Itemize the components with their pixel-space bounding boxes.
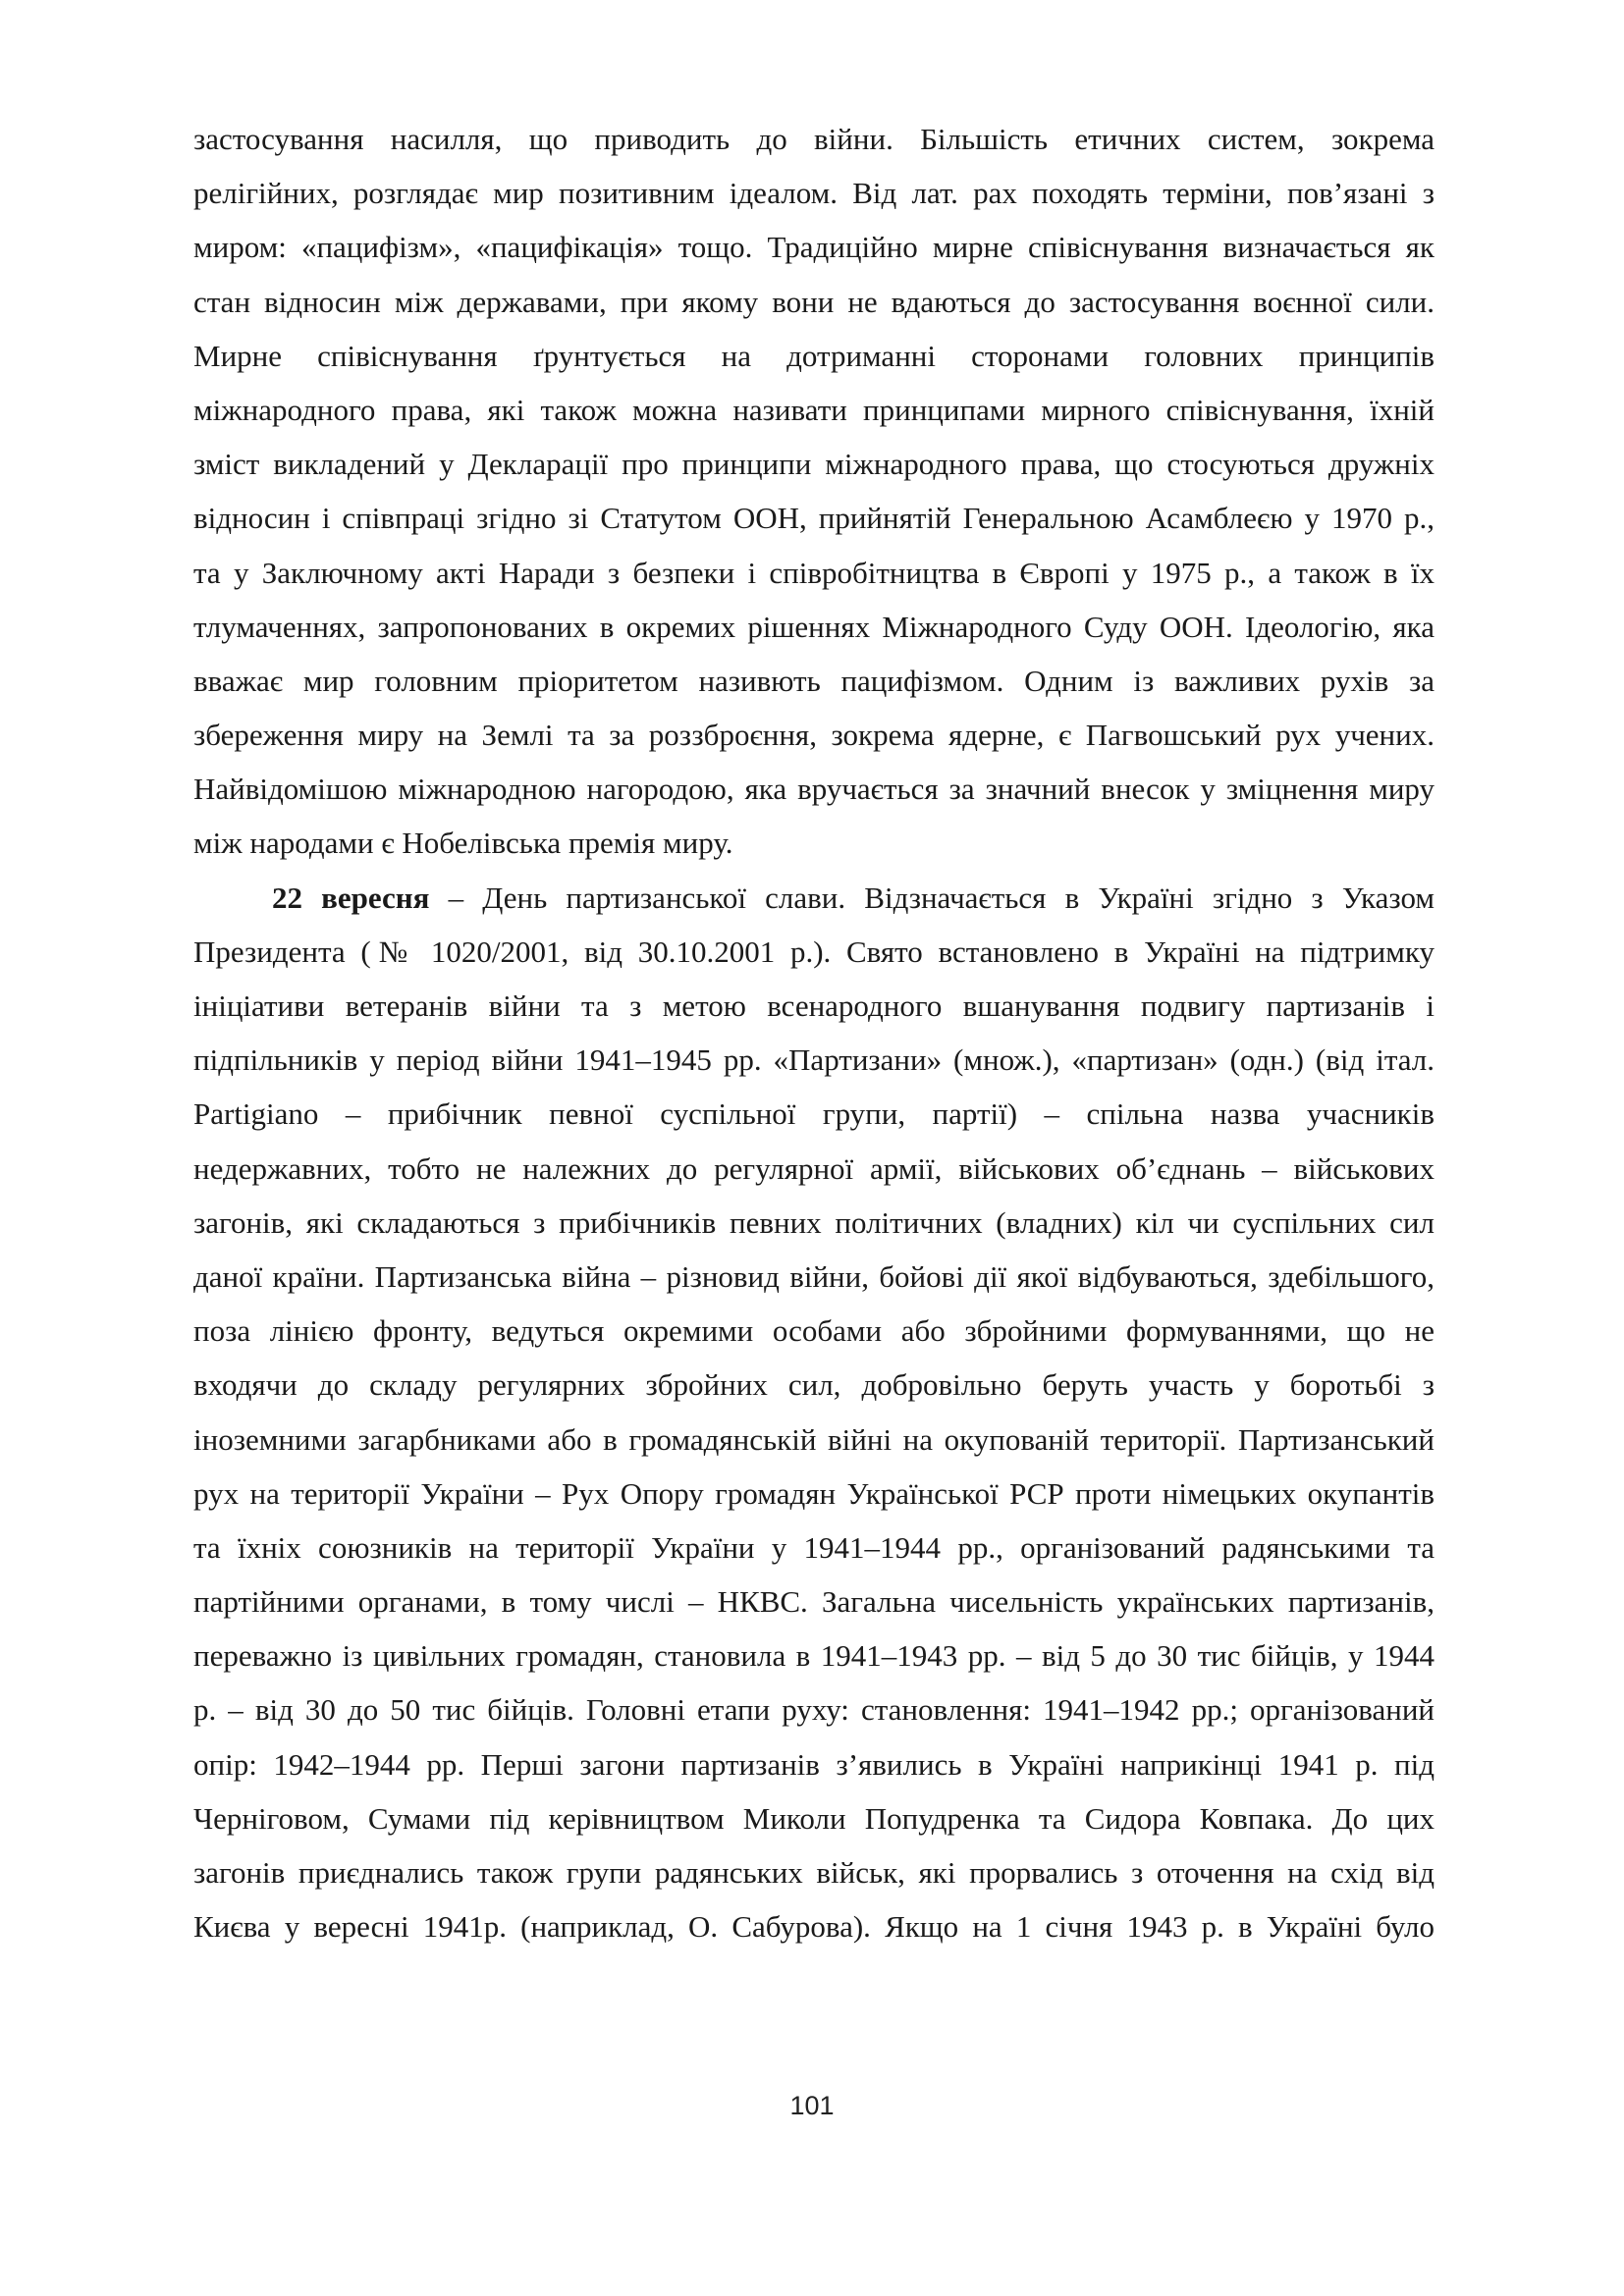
heading-continuation: – День партизанської слави. Відзначається в Україні згідно з Указом [429,880,1435,915]
paragraph-peace [193,112,1435,871]
text-line: Partigiano – прибічник певної суспільної групи, партії) – спільна назва учасників [193,1096,1435,1132]
text-line: міжнародного права, які також можна називати принципами мирного співіснування, їхній [193,392,1435,427]
text-line: даної країни. Партизанська війна – різновид війни, бойові дії якої відбуваються, здебільшого, [193,1258,1435,1294]
text-line: Найвідомішою міжнародною нагородою, яка вручається за значний внесок у зміцнення миру [193,772,1435,807]
text-line: ініціативи ветеранів війни та з метою всенародного вшанування подвигу партизанів і [193,988,1435,1023]
text-line: Мирне співіснування ґрунтується на дотриманні сторонами головних принципів [193,338,1435,373]
text-line: релігійних, розглядає мир позитивним ідеалом. Від лат. pax походять терміни, пов’язані з [193,176,1435,211]
text-line: загонів, які складаються з прибічників певних політичних (владних) кіл чи суспільних сил [193,1204,1435,1240]
paragraph-partisan-day [193,871,1435,1954]
text-line: та у Заключному акті Наради з безпеки і співробітництва в Європі у 1975 р., а також в їх [193,555,1435,590]
text-line: відносин і співпраці згідно зі Статутом ООН, прийнятій Генеральною Асамблеєю у 1970 р., [193,501,1435,536]
date-heading: 22 вересня [272,880,430,915]
text-line: опір: 1942–1944 рр. Перші загони партизанів з’явились в Україні наприкінці 1941 р. під [193,1746,1435,1782]
paragraph-first-line [193,871,1435,925]
text-line: між народами є Нобелівська премія миру. [193,826,733,861]
text-line: вважає мир головним пріоритетом називють пацифізмом. Одним із важливих рухів за [193,663,1435,698]
text-line: переважно із цивільних громадян, становила в 1941–1943 рр. – від 5 до 30 тис бійців, у 1944 [193,1638,1435,1674]
document-body [193,112,1435,1953]
text-line: миром: «пацифізм», «пацифікація» тощо. Традиційно мирне співіснування визначається як [193,230,1435,265]
text-line: тлумаченнях, запропонованих в окремих рішеннях Міжнародного Суду ООН. Ідеологію, яка [193,609,1435,644]
text-line: Києва у вересні 1941р. (наприклад, О. Сабурова). Якщо на 1 січня 1943 р. в Україні було [193,1909,1435,1945]
text-line: Президента (№ 1020/2001, від 30.10.2001 р.). Свято встановлено в Україні на підтримку [193,934,1435,969]
text-line: Черніговом, Сумами під керівництвом Миколи Попудренка та Сидора Ковпака. До цих [193,1800,1435,1836]
text-line: стан відносин між державами, при якому вони не вдаються до застосування воєнної сили. [193,284,1435,319]
text-line: р. – від 30 до 50 тис бійців. Головні етапи руху: становлення: 1941–1942 рр.; організований [193,1692,1435,1728]
text-line: поза лінією фронту, ведуться окремими особами або збройними формуваннями, що не [193,1313,1435,1349]
text-line: іноземними загарбниками або в громадянській війні на окупованій території. Партизанський [193,1421,1435,1457]
text-line: входячи до складу регулярних збройних сил, добровільно беруть участь у боротьбі з [193,1367,1435,1403]
text-line: підпільників у період війни 1941–1945 рр. «Партизани» (множ.), «партизан» (одн.) (від італ. [193,1042,1435,1078]
page-number: 101 [789,2091,835,2120]
text-line: та їхніх союзників на території України у 1941–1944 рр., організований радянськими та [193,1529,1435,1565]
text-line: зміст викладений у Декларації про принципи міжнародного права, що стосуються дружніх [193,447,1435,482]
text-line: недержавних, тобто не належних до регулярної армії, військових об’єднань – військових [193,1150,1435,1186]
text-line: збереження миру на Землі та за роззброєння, зокрема ядерне, є Пагвошський рух учених. [193,718,1435,753]
text-line: партійними органами, в тому числі – НКВС. Загальна чисельність українських партизанів, [193,1584,1435,1620]
text-line: застосування насилля, що приводить до війни. Більшість етичних систем, зокрема [193,122,1435,156]
text-line: рух на території України – Рух Опору громадян Української РСР проти німецьких окупантів [193,1475,1435,1511]
text-line: загонів приєднались також групи радянських військ, які прорвались з оточення на схід від [193,1855,1435,1890]
